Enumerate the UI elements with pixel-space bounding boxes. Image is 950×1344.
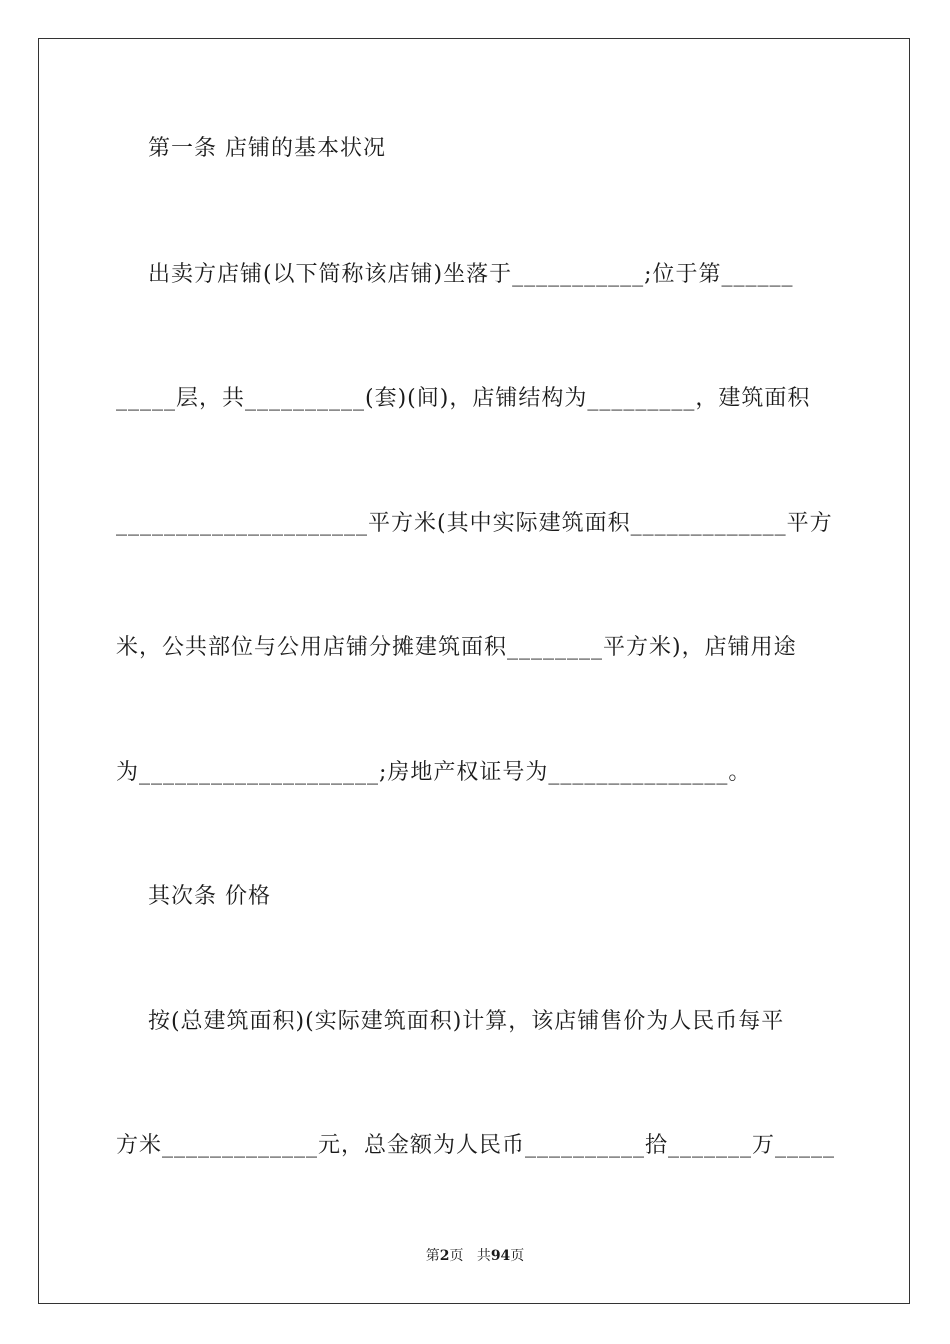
paragraph-line: 方米_____________元，总金额为人民币__________拾_______万_____ xyxy=(116,1133,836,1158)
paragraph-line: _____________________平方米(其中实际建筑面积_____________平方 xyxy=(116,511,833,536)
section-heading-1: 第一条 店铺的基本状况 xyxy=(116,136,386,161)
page-footer xyxy=(0,1247,950,1265)
page-border xyxy=(38,38,910,1304)
paragraph-line: 出卖方店铺(以下简称该店铺)坐落于___________;位于第______ xyxy=(116,262,794,287)
page-prefix: 第 xyxy=(425,1248,440,1264)
total-prefix: 共 xyxy=(476,1248,491,1264)
paragraph-line: 按(总建筑面积)(实际建筑面积)计算，该店铺售价为人民币每平 xyxy=(116,1009,785,1034)
page-number: 2 xyxy=(439,1248,450,1264)
page-suffix: 页 xyxy=(449,1248,464,1264)
paragraph-line: 米，公共部位与公用店铺分摊建筑面积________平方米)，店铺用途 xyxy=(116,635,797,660)
total-pages: 94 xyxy=(490,1248,511,1264)
section-heading-2: 其次条 价格 xyxy=(116,884,271,909)
paragraph-line: _____层，共__________(套)(间)，店铺结构为_________，建筑面积 xyxy=(116,386,811,411)
paragraph-line: 为____________________;房地产权证号为_______________。 xyxy=(116,760,752,785)
total-suffix: 页 xyxy=(510,1248,525,1264)
